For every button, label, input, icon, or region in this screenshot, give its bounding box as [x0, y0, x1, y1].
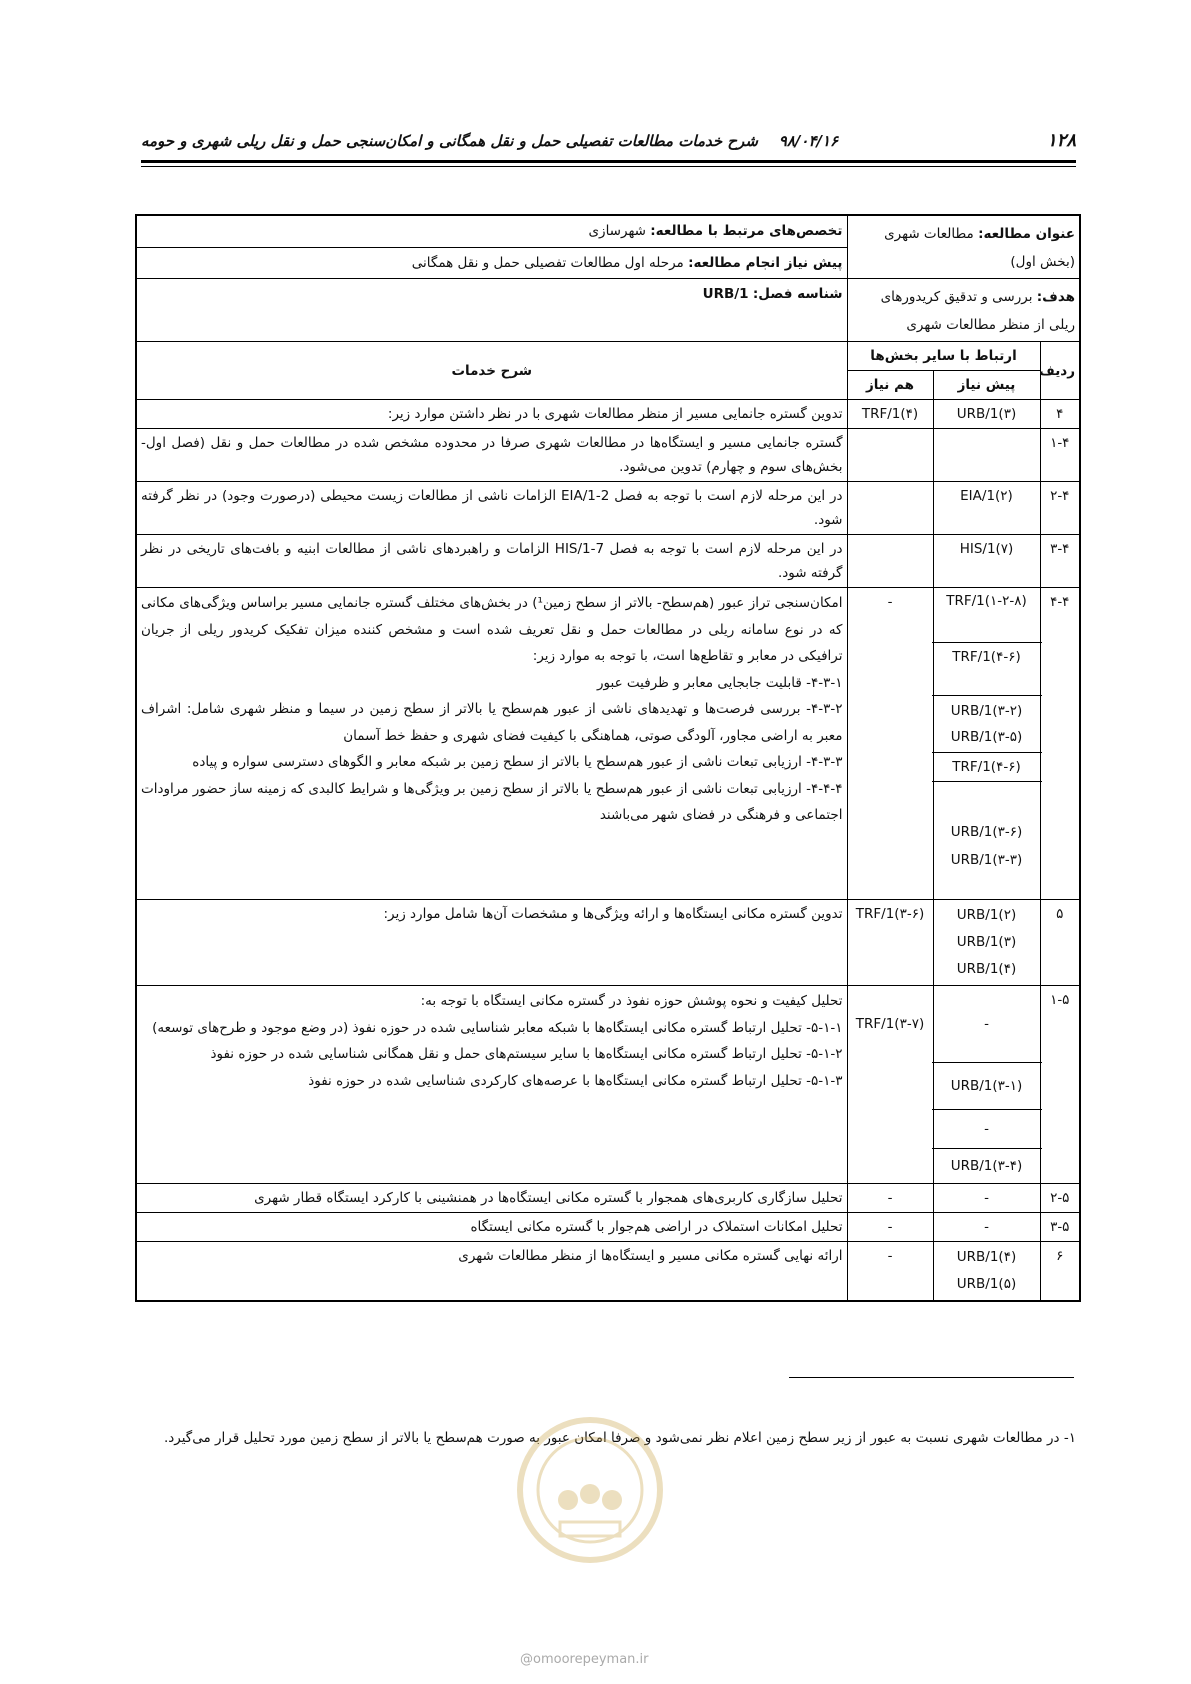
meta-study-title: عنوان مطالعه: مطالعات شهری (بخش اول)	[847, 215, 1080, 279]
header-rule-thin	[141, 166, 1076, 167]
table-row: ۲-۴ EIA/1(۲) در این مرحله لازم است با توجه به فصل EIA/1-2 الزامات ناشی از مطالعات زیست محیطی (درصورت وجود) در نظر گرفته شود.	[136, 482, 1080, 535]
meta-goal: هدف: بررسی و تدقیق کریدورهای ریلی از منظر مطالعات شهری	[847, 279, 1080, 342]
table-row: ۱-۵ - URB/1(۳-۱) - URB/1(۳-۴) TRF/1(۳-۷) تحلیل کیفیت و نحوه پوشش حوزه نفوذ در گستره مکانی ایستگاه با توجه به: ۵-۱-۱- تحلیل ارتباط گستره مکانی ایستگاه‌ها با شبکه معابر شناسایی شده در حوزه نفوذ (در وضع موجود و طرح‌های توسعه) ۵-۱-۲- تحلیل ارتباط گستره مکانی ایستگاه‌ها با سایر سیستم‌های حمل و نقل همگانی شناسایی شده در حوزه نفوذ ۵-۱-۳- تحلیل ارتباط گستره مکانی ایستگاه‌ها با عرصه‌های کارکردی شناسایی شده در حوزه نفوذ	[136, 986, 1080, 1184]
col-prereq: پیش نیاز	[933, 371, 1040, 400]
table-row: ۱-۴ گستره جانمایی مسیر و ایستگاه‌ها در مطالعات شهری صرفا در محدوده مشخص شده در مطالعات حمل و نقل (فصل اول- بخش‌های سوم و چهارم) تدوین می‌شود.	[136, 429, 1080, 482]
meta-prereq: پیش نیاز انجام مطالعه: مرحله اول مطالعات تفصیلی حمل و نقل همگانی	[136, 247, 847, 279]
col-relations: ارتباط با سایر بخش‌ها	[847, 342, 1040, 371]
services-table	[135, 214, 1081, 1302]
table-row: ۲-۵ - - تحلیل سازگاری کاربری‌های همجوار با گستره مکانی ایستگاه‌ها در همنشینی با کارکرد ایستگاه قطار شهری	[136, 1184, 1080, 1213]
footnote-rule	[789, 1377, 1074, 1378]
page-number: ۱۲۸	[1046, 130, 1076, 151]
header-rule	[141, 160, 1076, 163]
table-row: ۳-۴ HIS/1(۷) در این مرحله لازم است با توجه به فصل HIS/1-7 الزامات و راهبردهای ناشی از مطالعات ابنیه و بافت‌های تاریخی در نظر گرفته شود.	[136, 535, 1080, 588]
col-row: ردیف	[1040, 342, 1080, 400]
col-desc: شرح خدمات	[136, 342, 847, 400]
meta-specialty: تخصص‌های مرتبط با مطالعه: شهرسازی	[136, 215, 847, 247]
header-date: ۹۸/۰۴/۱۶	[778, 132, 839, 150]
table-row: ۵ URB/1(۲) URB/1(۳) URB/1(۴) TRF/1(۳-۶) تدوین گستره مکانی ایستگاه‌ها و ارائه ویژگی‌ها و مشخصات آن‌ها شامل موارد زیر:	[136, 900, 1080, 986]
footnote: ۱- در مطالعات شهری نسبت به عبور از زیر سطح زمین اعلام نظر نمی‌شود و صرفا امکان عبور به صورت هم‌سطح یا بالاتر از سطح زمین مورد تحلیل قرار می‌گیرد.	[163, 1430, 1076, 1446]
header-title-text: شرح خدمات مطالعات تفصیلی حمل و نقل همگانی و امکان‌سنجی حمل و نقل ریلی شهری و حومه	[141, 132, 758, 150]
watermark-logo-icon	[510, 1410, 670, 1570]
table-row: ۶ URB/1(۴) URB/1(۵) - ارائه نهایی گستره مکانی مسیر و ایستگاه‌ها از منظر مطالعات شهری	[136, 1242, 1080, 1302]
table-row: ۳-۵ - - تحلیل امکانات استملاک در اراضی هم‌جوار با گستره مکانی ایستگاه	[136, 1213, 1080, 1242]
col-coreq: هم نیاز	[847, 371, 933, 400]
table-row: ۴ URB/1(۳) TRF/1(۴) تدوین گستره جانمایی مسیر از منظر مطالعات شهری با در نظر داشتن موارد زیر:	[136, 400, 1080, 429]
table-row: ۴-۴ TRF/1(۱-۲-۸) TRF/1(۴-۶) URB/1(۳-۲) URB/1(۳-۵) TRF/1(۴-۶) URB/1(۳-۶) URB/1(۳-۳) - امکان‌سنجی تراز عبور (هم‌سطح- بالاتر از سطح زمین¹) در بخش‌های مختلف گستره جانمایی مسیر براساس ویژگی‌های مکانی که در نوع سامانه ریلی در مطالعات حمل و نقل تعریف شده است و مشخص کننده میزان تفکیک کریدور ریلی از جریان ترافیکی در معابر و تقاطع‌ها است، با توجه به موارد زیر: ۴-۳-۱- قابلیت جابجایی معابر و ظرفیت عبور ۴-۳-۲- بررسی فرصت‌ها و تهدیدهای ناشی از عبور هم‌سطح یا بالاتر از سطح زمین در سیما و منظر شهری شامل: اشراف معبر به اراضی مجاور، آلودگی صوتی، هماهنگی با کیفیت فضای شهری و حفظ خط آسمان ۴-۳-۳- ارزیابی تبعات ناشی از عبور هم‌سطح یا بالاتر از سطح زمین بر شبکه معابر و الگوهای دسترسی سواره و پیاده ۴-۴-۴- ارزیابی تبعات ناشی از عبور هم‌سطح یا بالاتر از سطح زمین بر ویژگی‌ها و شرایط کالبدی که زمینه ساز حضور مراودات اجتماعی و فرهنگی در فضای شهر می‌باشند	[136, 588, 1080, 900]
meta-row-3	[136, 279, 1080, 342]
header-title	[141, 132, 838, 150]
meta-row-1	[136, 215, 1080, 247]
meta-chapter-id: شناسه فصل: URB/1	[136, 279, 847, 342]
column-header-row	[136, 342, 1080, 371]
watermark-url: @omoorepeyman.ir	[520, 1652, 649, 1667]
page-header	[141, 130, 1076, 160]
